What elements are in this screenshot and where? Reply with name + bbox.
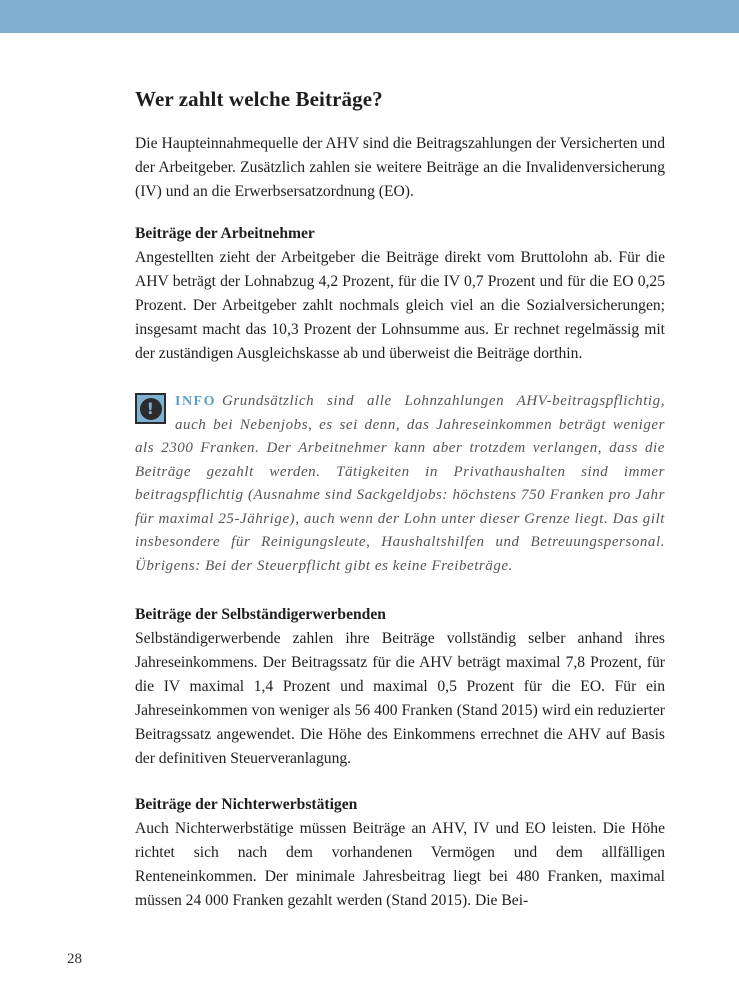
exclamation-glyph: ! <box>140 398 162 420</box>
intro-paragraph: Die Haupteinnahmequelle der AHV sind die Beitragszahlungen der Versicherten und der Arbeitgeber. Zusätzlich zahlen sie weitere Beiträge an die Invalidenversicherung (IV) und an die Erwerbsersatzordnung (EO). <box>135 135 665 200</box>
section-heading: Beiträge der Nichterwerbstätigen <box>135 796 358 813</box>
section-nichterwerbstaetige <box>135 793 665 913</box>
exclamation-icon <box>135 393 166 424</box>
section-selbstaendige <box>135 603 665 771</box>
section-heading: Beiträge der Arbeitnehmer <box>135 225 315 242</box>
info-box <box>135 390 665 578</box>
page-title: Wer zahlt welche Beiträge? <box>135 87 383 111</box>
section-text: Angestellten zieht der Arbeitgeber die Beiträge direkt vom Bruttolohn ab. Für die AHV beträgt der Lohnabzug 4,2 Prozent, für die IV 0,7 Prozent und für die EO 0,25 Prozent. Der Arbeitgeber zahlt nochmals gleich viel an die Sozialversicherungen; insgesamt macht das 10,3 Prozent der Lohnsumme aus. Er rechnet regelmässig mit der zuständigen Ausgleichskasse ab und überweist die Beiträge dorthin. <box>135 249 665 362</box>
section-text: Selbständigerwerbende zahlen ihre Beiträge vollständig selber anhand ihres Jahreseinkommens. Der Beitragssatz für die AHV beträgt maximal 7,8 Prozent, für die IV maximal 1,4 Prozent und maximal 0,5 Prozent für die EO. Für ein Jahreseinkommen von weniger als 56 400 Franken (Stand 2015) wird ein reduzierter Beitragssatz angewendet. Die Höhe des Einkommens errechnet die AHV auf Basis der definitiven Steuerveranlagung. <box>135 630 665 767</box>
page-content <box>135 84 665 935</box>
header-color-band <box>0 0 739 33</box>
page-number: 28 <box>67 951 82 967</box>
info-label: INFO <box>175 394 216 409</box>
section-heading: Beiträge der Selbständigerwerbenden <box>135 606 386 623</box>
info-text: Grundsätzlich sind alle Lohnzahlungen AHV-beitragspflichtig, auch bei Nebenjobs, es sei denn, das Jahreseinkommen beträgt weniger als 2300 Franken. Der Arbeitnehmer kann aber trotzdem verlangen, dass die Beiträge gezahlt werden. Tätigkeiten in Privathaushalten sind immer beitragspflichtig (Ausnahme sind Sackgeldjobs: höchstens 750 Franken pro Jahr für maximal 25-Jährige), auch wenn der Lohn unter dieser Grenze liegt. Das gilt insbesondere für Reinigungsleute, Haushaltshilfen und Betreuungspersonal. Übrigens: Bei der Steuerpflicht gibt es keine Freibeträge. <box>135 393 665 574</box>
section-arbeitnehmer <box>135 222 665 366</box>
section-text: Auch Nichterwerbstätige müssen Beiträge an AHV, IV und EO leisten. Die Höhe richtet sich nach dem vorhandenen Vermögen und dem allfälligen Renteneinkommen. Der minimale Jahresbeitrag liegt bei 480 Franken, maximal müssen 24 000 Franken gezahlt werden (Stand 2015). Die Bei- <box>135 820 665 909</box>
